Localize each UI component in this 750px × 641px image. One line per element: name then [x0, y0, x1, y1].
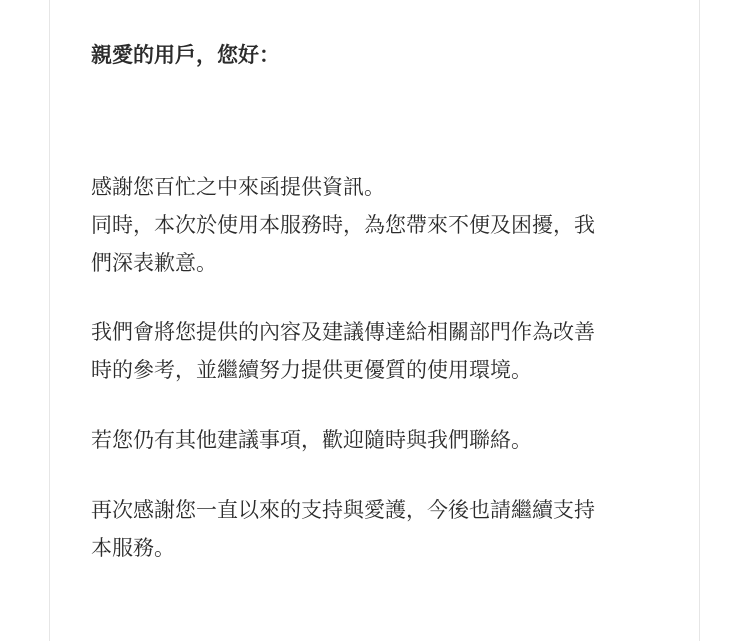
- paragraph-feedback-forwarding: [91, 313, 651, 389]
- message-card: [49, 0, 700, 641]
- greeting-heading: 親愛的用戶，您好：: [91, 43, 280, 67]
- paragraph-line: 同時，本次於使用本服務時，為您帶來不便及困擾，我: [91, 213, 595, 237]
- paragraph-line: 本服務。: [91, 536, 175, 560]
- paragraph-line: 們深表歉意。: [91, 251, 217, 275]
- paragraph-line: 我們會將您提供的內容及建議傳達給相關部門作為改善: [91, 320, 595, 344]
- paragraph-line: 時的參考，並繼續努力提供更優質的使用環境。: [91, 358, 532, 382]
- paragraph-closing-thanks: [91, 491, 651, 567]
- paragraph-line: 若您仍有其他建議事項，歡迎隨時與我們聯絡。: [91, 428, 532, 452]
- paragraph-contact-invite: [91, 421, 651, 459]
- paragraph-line: 感謝您百忙之中來函提供資訊。: [91, 175, 385, 199]
- paragraph-line: 再次感謝您一直以來的支持與愛護，今後也請繼續支持: [91, 498, 595, 522]
- paragraph-thanks-apology: [91, 168, 651, 282]
